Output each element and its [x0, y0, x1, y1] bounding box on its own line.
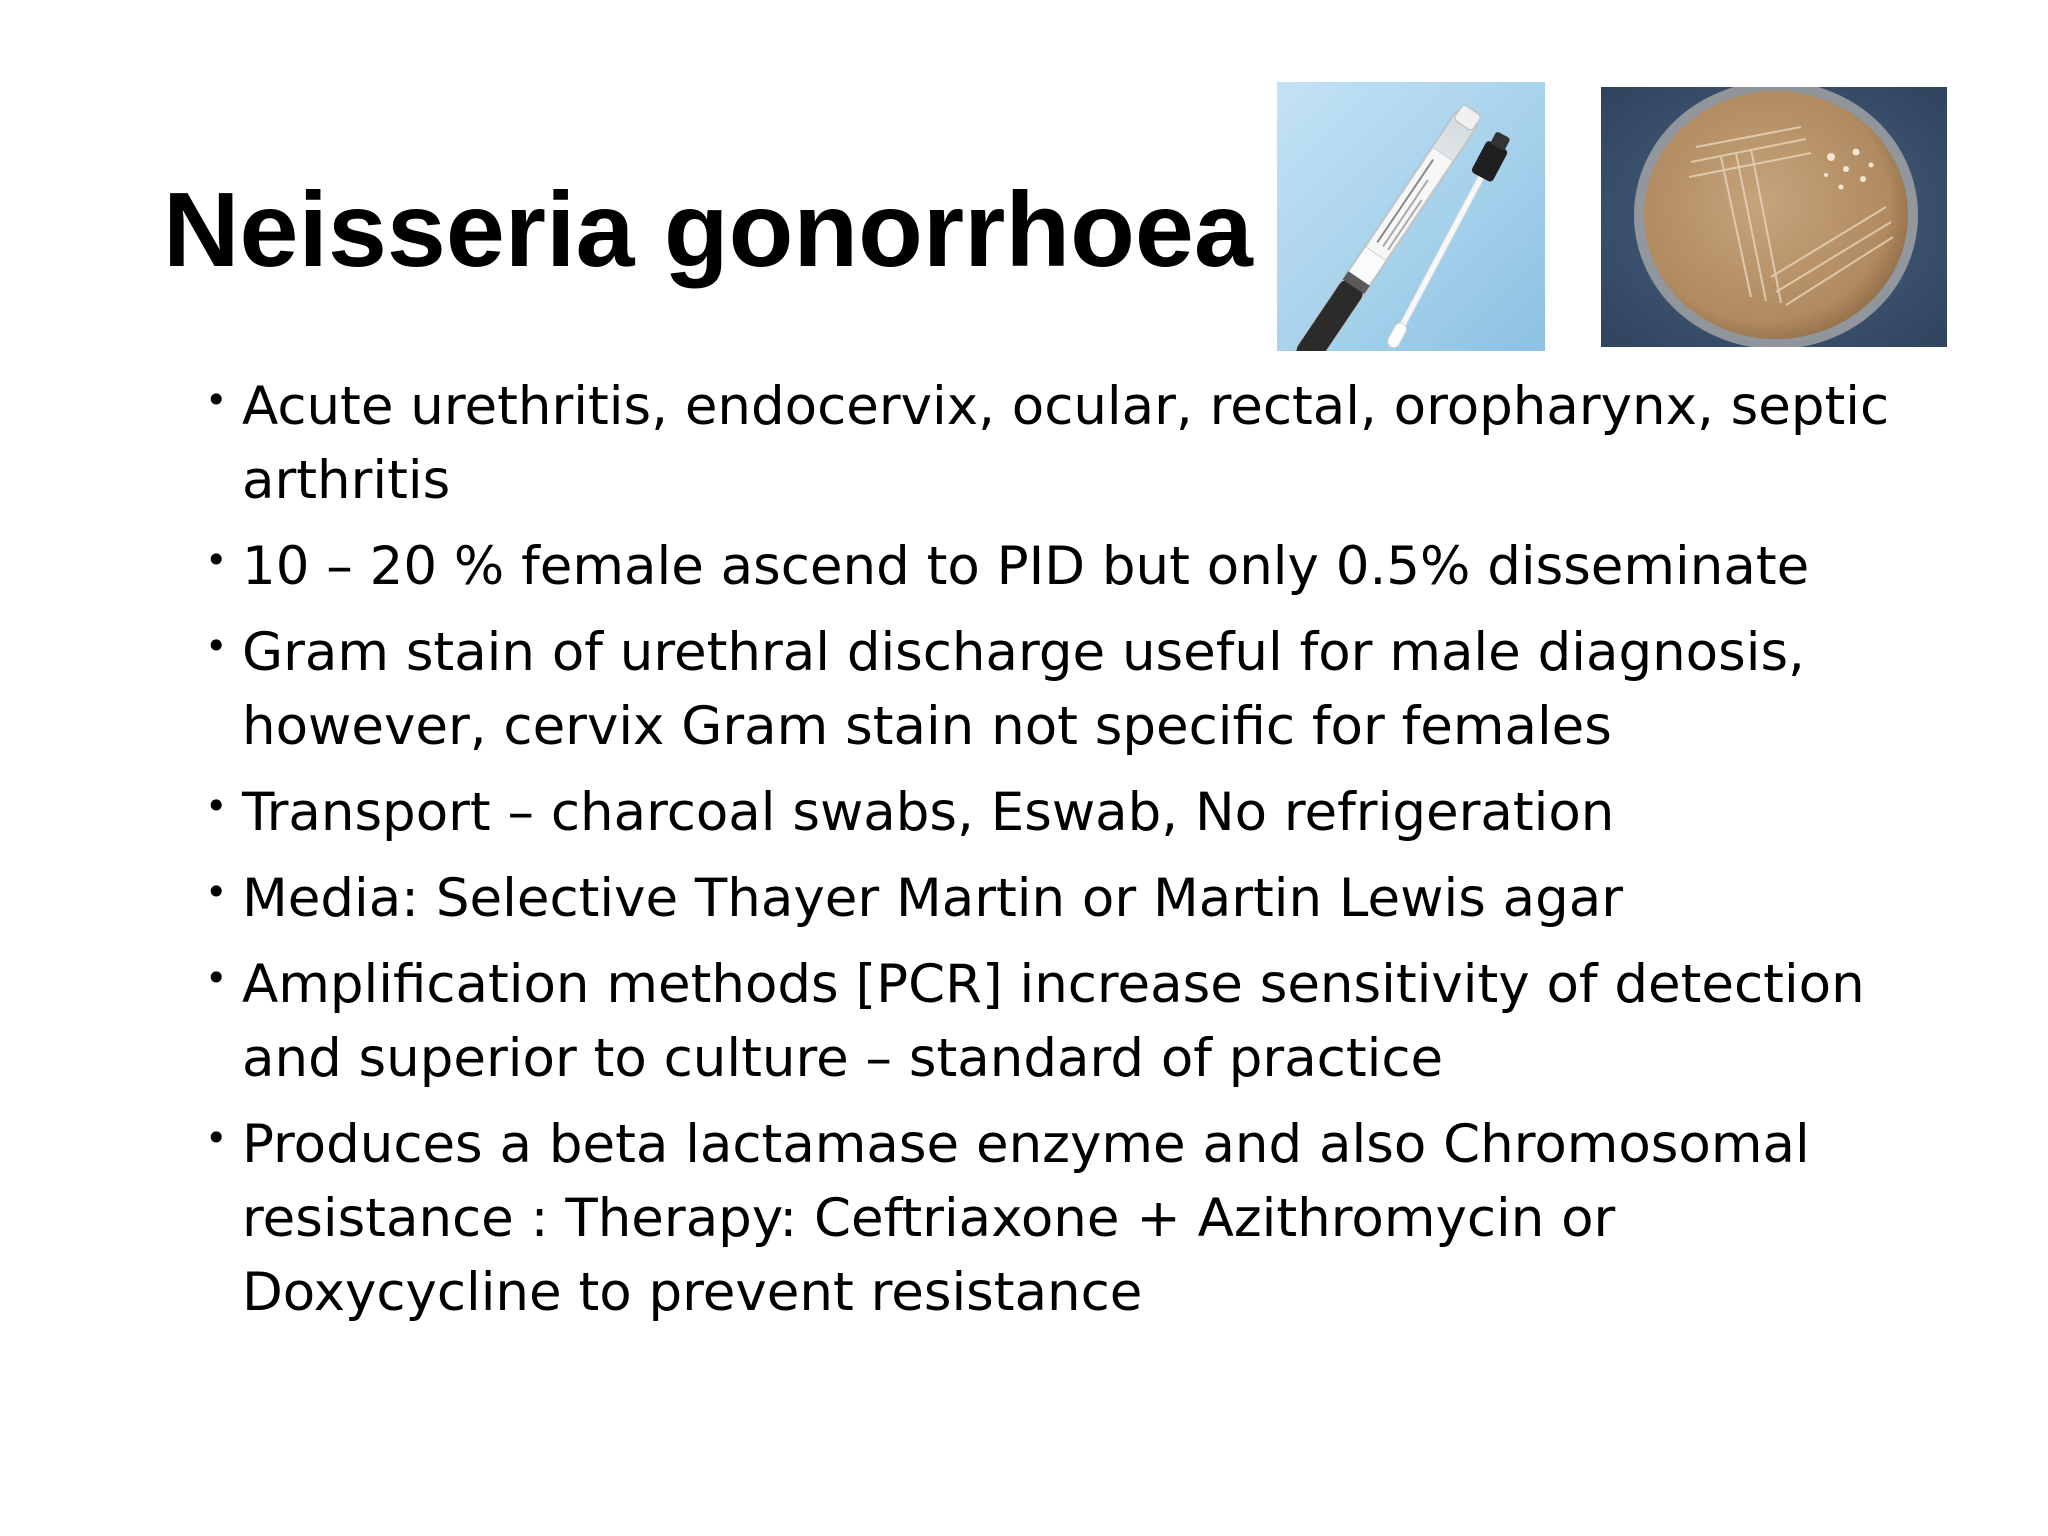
bullet-dot: •: [205, 784, 228, 828]
bullet-dot: •: [205, 956, 228, 1000]
bullet-text: Acute urethritis, endocervix, ocular, rectal, oropharynx, septic arthritis: [242, 376, 1890, 511]
bullet-text: 10 – 20 % female ascend to PID but only 0.5% disseminate: [242, 536, 1810, 597]
bullet-text: Transport – charcoal swabs, Eswab, No refrigeration: [242, 782, 1615, 843]
bullet-dot: •: [205, 624, 228, 668]
culture-plate-photo: [1601, 87, 1947, 347]
bullet-text: Amplification methods [PCR] increase sensitivity of detection and superior to culture – standard of practice: [242, 954, 1865, 1089]
bullet-text: Media: Selective Thayer Martin or Martin Lewis agar: [242, 868, 1624, 929]
slide-title: Neisseria gonorrhoea: [163, 171, 1253, 289]
bullet-dot: •: [205, 1116, 228, 1160]
bullet-item: [205, 948, 1905, 1096]
bullet-dot: •: [205, 870, 228, 914]
bullet-item: [205, 776, 1905, 850]
bullet-text: Gram stain of urethral discharge useful for male diagnosis, however, cervix Gram stain not specific for females: [242, 622, 1805, 757]
swab-photo: [1277, 82, 1545, 351]
bullet-text: Produces a beta lactamase enzyme and also Chromosomal resistance : Therapy: Ceftriaxone + Azithromycin or Doxycycline to prevent resistance: [242, 1114, 1810, 1323]
bullet-item: [205, 616, 1905, 764]
bullet-item: [205, 370, 1905, 518]
bullet-dot: •: [205, 538, 228, 582]
bullet-dot: •: [205, 378, 228, 422]
bullet-item: [205, 1108, 1905, 1330]
bullet-item: [205, 530, 1905, 604]
bullet-item: [205, 862, 1905, 936]
bullet-list: [205, 370, 1905, 1342]
